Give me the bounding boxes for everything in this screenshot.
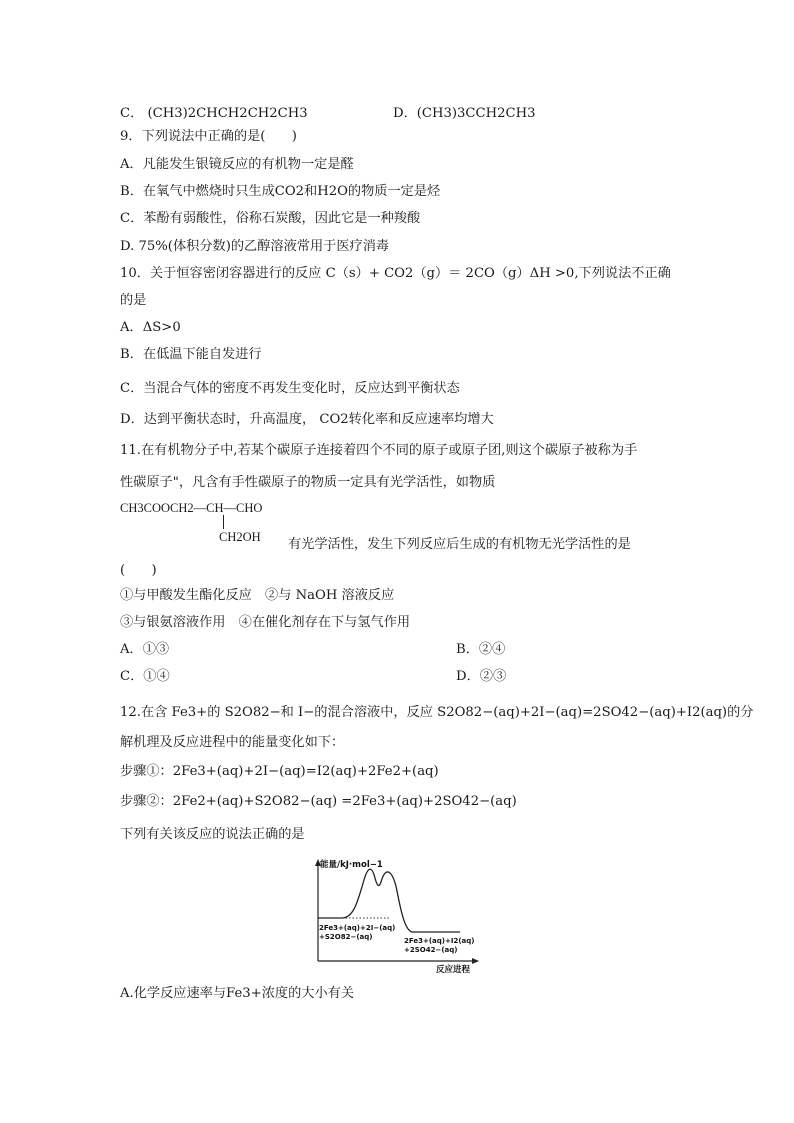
q12-step1: 步骤①：2Fe3+(aq)+2I−(aq)=I2(aq)+2Fe2+(aq) (120, 764, 439, 779)
products-label-line1: 2Fe3+(aq)+I2(aq) (404, 937, 475, 945)
x-axis-label: 反应进程 (436, 965, 471, 975)
q12-option-a: A.化学反应速率与Fe3+浓度的大小有关 (120, 986, 355, 1001)
q11-option-a: A．①③ (120, 642, 170, 657)
q9-stem: 9．下列说法中正确的是( ) (120, 129, 297, 144)
y-axis-label: 能量/kJ·mol−1 (320, 860, 383, 870)
q11-option-c: C．①④ (120, 669, 170, 684)
q8-option-c: C． (CH3)2CHCH2CH2CH3 (120, 106, 308, 121)
q10-stem-line1: 10．关于恒容密闭容器进行的反应 C（s）+ CO2（g）＝ 2CO（g）ΔH >0,下列说法不正确 (120, 266, 671, 281)
q8-option-d: D．(CH3)3CCH2CH3 (393, 106, 536, 121)
x-axis-arrow (472, 958, 479, 964)
q12-stem-line3: 下列有关该反应的说法正确的是 (120, 827, 305, 842)
q12-step2: 步骤②：2Fe2+(aq)+S2O82−(aq) =2Fe3+(aq)+2SO42−(aq) (120, 794, 517, 809)
q11-conditions-line1: ①与甲酸发生酯化反应 ②与 NaOH 溶液反应 (120, 588, 395, 603)
q11-structure-main-chain: CH3COOCH2—CH—CHO (120, 501, 263, 515)
q12-stem-line1: 12.在含 Fe3+的 S2O82−和 I−的混合溶液中，反应 S2O82−(aq)+2I−(aq)=2SO42−(aq)+I2(aq)的分 (120, 705, 754, 720)
q11-option-b: B．②④ (456, 642, 506, 657)
q11-stem-line2: 性碳原子"，凡含有手性碳原子的物质一定具有光学活性，如物质 (120, 475, 496, 490)
q10-option-d: D．达到平衡状态时，升高温度， CO2转化率和反应速率均增大 (120, 412, 494, 427)
reactants-label-line2: +S2O82−(aq) (319, 933, 373, 941)
q11-option-d: D．②③ (456, 669, 507, 684)
q11-answer-paren: ( ) (120, 563, 157, 578)
q9-option-b: B．在氧气中燃烧时只生成CO2和H2O的物质一定是烃 (120, 184, 441, 199)
q12-stem-line2: 解机理及反应进程中的能量变化如下： (120, 735, 345, 750)
q11-structure-bond (223, 515, 224, 529)
energy-curve (318, 869, 460, 932)
q10-option-a: A．ΔS>0 (120, 320, 181, 335)
q9-option-c: C．苯酚有弱酸性，俗称石炭酸，因此它是一种羧酸 (120, 211, 421, 226)
q11-stem-line1: 11.在有机物分子中,若某个碳原子连接着四个不同的原子或原子团,则这个碳原子被称为手 (120, 443, 638, 458)
reactants-label-line1: 2Fe3+(aq)+2I−(aq) (319, 924, 396, 932)
q11-conditions-line2: ③与银氨溶液作用 ④在催化剂存在下与氢气作用 (120, 615, 411, 630)
q11-structure-branch: CH2OH (219, 530, 261, 544)
q9-option-a: A．凡能发生银镜反应的有机物一定是醛 (120, 157, 354, 172)
q10-option-c: C．当混合气体的密度不再发生变化时，反应达到平衡状态 (120, 381, 460, 396)
q10-option-b: B．在低温下能自发进行 (120, 347, 262, 362)
q11-stem-line3: 有光学活性，发生下列反应后生成的有机物无光学活性的是 (288, 537, 631, 552)
products-label-line2: +2SO42−(aq) (404, 946, 458, 954)
q9-option-d: D. 75%(体积分数)的乙醇溶液常用于医疗消毒 (120, 239, 390, 254)
q10-stem-line2: 的是 (120, 293, 147, 308)
energy-profile-diagram (312, 858, 482, 976)
